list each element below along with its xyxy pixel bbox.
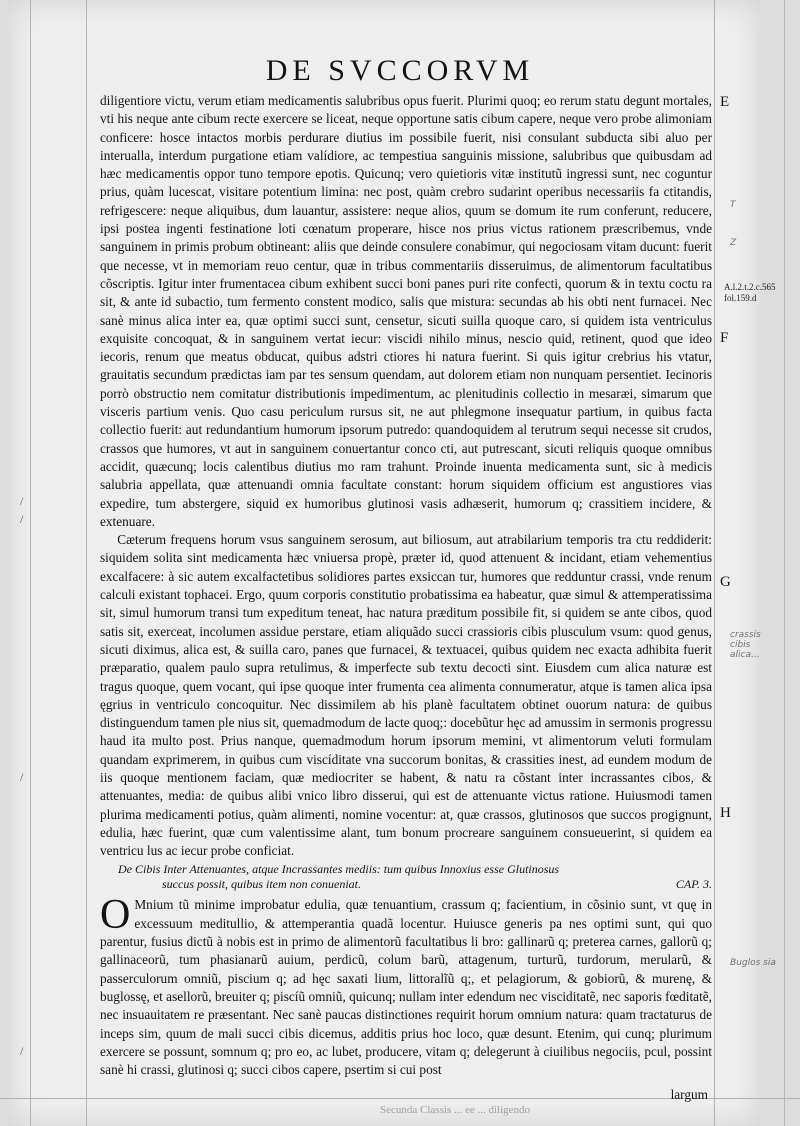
margin-letter-f: F xyxy=(720,330,729,346)
handwritten-note: Buglos sia xyxy=(730,958,776,968)
bleed-through-text: Secunda Classis ... ee ... diligendo xyxy=(380,1104,531,1116)
paragraph-1: diligentiore victu, verum etiam medicamentis salubribus opus fuerit. Plurimi quoq; eo rerum statu degunt mortales, vti his neque ante cibum recte exercere se liceat, neque opportune satis cibum capere, neque vero probe alimoniam conficere: hosce intactos morbis perdurare diutius im possibile fuerit, nisi consulant subducta sibi aluo per interualla, interdum purgatione etiam valídiore, ac tempestiua sanguinis missione, salubribus que quibusdam ad hæc medicamentis oppor tuno tempore epotis. Quicunq; vero quietioris vitæ institutũ ingressi sunt, nec coguntur prius, quàm lucescat, visitare potentium limina: nec post, quàm crebro sudarint operibus necessariis fa ctitandis, refrigescere: neque aliquibus, dum lauantur, assistere: neque alios, quum se domum ite rum conferunt, reducere, ipsi postea ingenti festinatione loti cœnatum properare, hisce nos prius victus rationem præscribemus, vnde sanguinem in primis probum obtineant: aliis que deinde consulere conabimur, qui negociosam vitam ducunt: fuerit que necesse, vt in memoriam reuo centur, quæ in tribus commentariis disseruimus, de alimentorum facultatibus cõscriptis. Igitur inter frumentacea cibum exhibent succi boni panes puri rite confecti, quorum & in textu coctu ra sit, & ante id subactio, tum fermento constent modico, salis que mistura: secundas ab his obti nent furnacei. Nec sanè minus alica inter ea, quæ optimi succi sunt, censetur, sicuti suilla quoque caro, si quidem ista ventriculus exquisite concoquat, & in sanguinem vertat iecur: viscidi nihilo minus, nescio quid, retinent, quod que ideo iecoris, renum que meatus obducat, quibus adstri ctiores hi natura fuerint. Si quis igitur crebrius his vtatur, grauitatis secundum prædictas iam par tes sensum quendam, aut dolorem etiam non nunquam persentiet. Iecinoris porrò obstructio nem comitatur distributionis impedimentum, ac plenitudinis collectio in mesaræi, simarum que visceris partium venis. Quo casu periculum rursus sit, ne aut phlegmone insequatur partium, in quibus facta collectio fuerit: aut redundantium humorum ipsorum putredo: quandoquidem al terutrum sequi necesse sit crudos, crassos que humores, vt aut in sanguinem conuertantur conco cti, aut putrescant, sicuti reliquis quoque omnibus accidit, quæcunq; locis calentibus diutius mo ram trahunt. Proinde inuenta medicamenta sunt, sic à medicis salubria appellata, quæ attenuandi omnia facultate constant: horum siquidem officium est angustiores vias expedire, tum abstergere, siquid ex humoribus glutinosi vasis adhæserit, humorum q; crassitiem incidere, & extenuare. xyxy=(100,93,712,529)
chapter-paragraph xyxy=(100,892,712,1079)
margin-mark: / xyxy=(20,770,24,784)
chapter-title-line-2: succus possit, quibus item non conueniat. xyxy=(162,877,361,892)
margin-mark: / xyxy=(20,1044,24,1058)
grid-line xyxy=(714,0,715,1126)
handwritten-note: T xyxy=(730,200,736,210)
handwritten-note: crassis cibis alica... xyxy=(730,630,761,660)
margin-note-line-2: fol.159.d xyxy=(724,293,757,303)
margin-mark: / xyxy=(20,512,24,526)
margin-note-line-1: A.l.2.t.2.c.565 xyxy=(724,282,776,292)
page-header: DE SVCCORVM xyxy=(265,54,535,87)
margin-mark: / xyxy=(20,494,24,508)
grid-line xyxy=(30,0,31,1126)
margin-letter-e: E xyxy=(720,94,730,110)
drop-cap-initial: O xyxy=(100,892,131,939)
margin-letter-g: G xyxy=(720,574,731,590)
main-text-block xyxy=(100,92,712,1079)
chapter-title-line-1: De Cibis Inter Attenuantes, atque Incrassantes mediis: tum quibus Innoxius esse Glutinosus xyxy=(118,862,560,877)
chapter-heading xyxy=(118,862,712,892)
chapter-paragraph-text: Mnium tũ minime improbatur edulia, quæ tenuantium, crassum q; facientium, in cõsinio sunt, vt quę in excessuum meditullio, & attemperantia quadã locentur. Huiusce generis pa nes optimi sunt, qui quo parentur, fusius dictũ à nobis est in primo de alimentorũ facultatibus li bro: gallinarũ q; preterea carnes, gallorũ q; gallinaceorũ, tum phasianarũ auium, perdicũ, colum barũ, attagenum, turturũ, turdorum, merularũ, & passerculorum omniũ, piscium q; ad hęc saxati lium, littoralĩũ q;, et pelagiorum, & gobiorũ, & murenę, & buglossę, et asellorũ, breuiter q; piscíũ omniũ, quicunq; nullam inter edendum nec visciditatẽ, nec saporis fœditatẽ, nec insuauitatem re præsentant. Nec sanè paucas distinctiones requirit horum omnium natura: quam tractaturus de inceps sim, quum de mali succi cibis dicemus, additis prius hoc loco, quæ desunt. Etenim, qui cunq; plurimum exercere se possunt, somnum q; pro eo, ac lubet, producere, vitam q; delegerunt à ciuilibus negociis, pcul, possint sanè hi crassi, glutinosi q; succi cibos capere, psertim si cui post xyxy=(100,897,712,1078)
grid-line xyxy=(86,0,87,1126)
margin-letter-h: H xyxy=(720,805,731,821)
margin-note xyxy=(724,282,776,304)
handwritten-note: Z xyxy=(730,238,737,248)
grid-line xyxy=(784,0,785,1126)
paragraph-2: Cæterum frequens horum vsus sanguinem serosum, aut biliosum, aut atrabilarium temporis tra ctu reddiderit: siquidem solita sint medicamenta hæc vniuersa propè, præter id, quod attenuent & incidant, etiam vehementius excalfacere: à sic autem excalfactetibus solidiores partes exsiccan tur, humores que redduntur crassi, vnde renum calculi existant tophacei. Ergo, quum corporis constitutio probatissima ea habeatur, quæ simul & attemperatissima sit, simul humorum transi tum expeditum teneat, hac natura præditum possibile fit, si quidem se ante cibos, quod satis sit, exerceat, incolumen assidue perstare, etiam aliquãdo succi crassioris cibis plusculum vsum: quod genus, sicuti diximus, alica est, & suilla caro, panes que furnacei, & textuacei, quibus quidem nec exacta adhibita fuerit præparatio, qualem paulo supra retulimus, & imperfecte sub textu decocti sint. Eiusdem cum alica naturæ est tragus quoque, quem vocant, qui ipse quoque inter frumenta cea alimenta connumeratur, atque is tamen alica ipsa ęgrius in ventriculo concoquitur. Nec dissimilem ab his planè facultatem obtinet ouorum natura: de quibus distinguendum tamen ple nius sit, quemadmodum de lacte quoq;: docebũtur hęc ad amussim in sermonis progressu haud ita multo post. Prius nanque, quemadmodum horum ipsorum memini, vt alimentorum veluti formulam quandam exprimerem, in quibus cum viscíditate vna succorum bonitas, & crassities inest, ad eundem modum de iis quoque mentionem faciam, quæ mediocriter se habent, & natu ra cõstant inter incrassantes cibos, & attenuantes, media: de quibus alibi vnico libro disserui, qui est de attenuante victus ratione. Huiusmodi tamen plurima medicamenti potius, quàm alimenti, nomine vocentur: at, quæ crassos, glutinosos que succos progignunt, edulia, hæc fuerint, quæ cum valentissime alant, tum bonum procreare sanguinem consueuerint, si quidem ea ventricu lus ac iecur probe conficiat. xyxy=(100,532,712,859)
catchword: largum xyxy=(670,1087,708,1102)
chapter-number: CAP. 3. xyxy=(675,877,712,892)
